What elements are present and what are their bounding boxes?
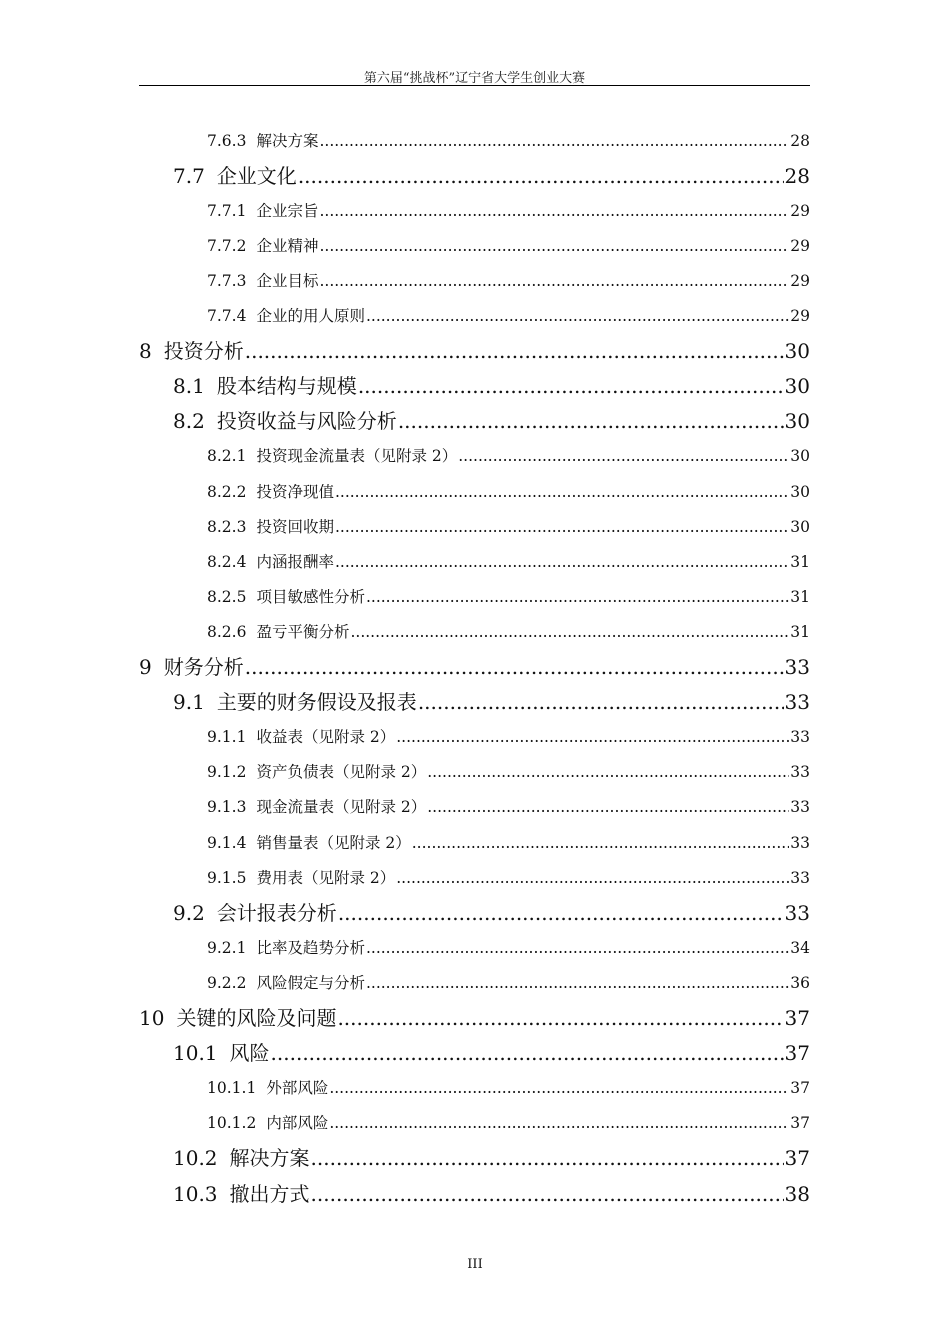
toc-entry-page: 33 (790, 728, 810, 747)
toc-entry[interactable] (207, 268, 810, 294)
toc-entry-title: 内涵报酬率 (256, 552, 334, 571)
toc-entry-title: 资产负债表（见附录 2） (256, 763, 427, 782)
toc-leader-dots (271, 1038, 784, 1068)
toc-entry-page: 33 (790, 833, 810, 852)
toc-leader-dots (366, 935, 789, 961)
toc-entry[interactable] (207, 303, 810, 329)
toc-entry[interactable] (207, 233, 810, 259)
toc-leader-dots (418, 687, 784, 717)
toc-entry-title: 收益表（见附录 2） (256, 728, 396, 747)
toc-entry-number: 10.2 (173, 1146, 218, 1171)
toc-entry[interactable] (207, 970, 810, 996)
toc-entry-page: 31 (790, 622, 810, 641)
toc-leader-dots (335, 479, 789, 505)
toc-entry-page: 33 (784, 900, 810, 925)
toc-entry-title: 企业的用人原则 (256, 307, 365, 325)
toc-entry-number: 7.7 (173, 163, 205, 188)
toc-entry[interactable] (207, 619, 810, 645)
toc-entry-page: 33 (784, 690, 810, 715)
toc-entry-title: 撤出方式 (229, 1181, 310, 1206)
toc-entry-page: 31 (790, 552, 810, 571)
toc-entry[interactable] (207, 514, 810, 540)
toc-entry-page: 30 (790, 447, 810, 466)
toc-entry[interactable] (207, 479, 810, 505)
toc-entry-title: 企业宗旨 (256, 201, 319, 220)
toc-entry[interactable] (173, 898, 810, 928)
toc-entry-title: 股本结构与规模 (216, 374, 357, 399)
toc-entry[interactable] (207, 549, 810, 575)
toc-entry-number: 8.2.2 (207, 482, 247, 501)
header-rule (139, 85, 810, 86)
page-header: 第六届“挑战杯”辽宁省大学生创业大赛 (363, 71, 586, 86)
toc-leader-dots (427, 794, 789, 820)
toc-entry-number: 7.7.2 (207, 236, 247, 255)
toc-entry-page: 29 (790, 236, 810, 255)
toc-entry-page: 30 (784, 339, 810, 364)
toc-entry[interactable] (139, 652, 810, 682)
toc-leader-dots (329, 1110, 789, 1136)
toc-entry-title: 投资回收期 (256, 517, 334, 536)
toc-entry-number: 10.1.2 (207, 1114, 257, 1133)
toc-entry[interactable] (173, 406, 810, 436)
toc-entry-number: 7.7.3 (207, 271, 247, 290)
toc-entry[interactable] (207, 830, 810, 856)
toc-leader-dots (366, 303, 789, 329)
toc-leader-dots (366, 970, 789, 996)
toc-leader-dots (298, 161, 784, 191)
toc-entry-page: 28 (784, 163, 810, 188)
toc-entry-title: 盈亏平衡分析 (256, 622, 350, 641)
toc-entry-number: 9.1 (173, 690, 205, 715)
toc-entry-title: 会计报表分析 (216, 900, 337, 925)
toc-leader-dots (319, 233, 789, 259)
toc-entry-number: 9.2 (173, 900, 205, 925)
toc-entry-page: 34 (790, 938, 810, 957)
toc-entry-number: 7.7.4 (207, 307, 247, 325)
toc-entry-number: 8.2.1 (207, 447, 247, 466)
toc-entry[interactable] (207, 1110, 810, 1136)
toc-entry[interactable] (207, 759, 810, 785)
toc-entry-page: 37 (784, 1146, 810, 1171)
toc-entry-number: 9.1.4 (207, 833, 247, 852)
toc-leader-dots (398, 406, 784, 436)
toc-entry[interactable] (207, 794, 810, 820)
toc-entry[interactable] (173, 1038, 810, 1068)
toc-entry-title: 销售量表（见附录 2） (256, 833, 411, 852)
toc-entry-page: 30 (790, 517, 810, 536)
toc-entry-number: 9.1.5 (207, 868, 247, 887)
toc-entry-number: 8.2 (173, 409, 205, 434)
toc-entry-number: 7.6.3 (207, 131, 247, 150)
toc-leader-dots (311, 1143, 784, 1173)
toc-entry-page: 29 (790, 201, 810, 220)
toc-leader-dots (319, 128, 789, 154)
toc-entry-page: 37 (784, 1006, 810, 1030)
toc-entry-title: 现金流量表（见附录 2） (256, 798, 427, 817)
toc-entry-page: 29 (790, 307, 810, 325)
toc-leader-dots (245, 652, 784, 682)
toc-entry-title: 费用表（见附录 2） (256, 868, 396, 887)
toc-entry-number: 8.1 (173, 374, 205, 399)
toc-leader-dots (366, 584, 789, 610)
toc-entry[interactable] (207, 1075, 810, 1101)
toc-entry[interactable] (207, 935, 810, 961)
toc-entry[interactable] (173, 1179, 810, 1209)
toc-leader-dots (319, 198, 789, 224)
toc-entry-number: 9.1.2 (207, 763, 247, 782)
toc-entry[interactable] (173, 161, 810, 191)
toc-entry-page: 30 (784, 374, 810, 399)
toc-entry-page: 37 (790, 1079, 810, 1098)
toc-entry-title: 内部风险 (266, 1114, 329, 1133)
toc-entry-number: 8.2.5 (207, 587, 247, 606)
toc-entry-title: 主要的财务假设及报表 (216, 690, 417, 715)
toc-entry-title: 比率及趋势分析 (256, 938, 365, 957)
toc-entry-title: 企业文化 (216, 163, 297, 188)
toc-entry-number: 9 (139, 655, 152, 679)
toc-entry-title: 风险假定与分析 (256, 973, 365, 992)
toc-leader-dots (396, 724, 789, 750)
toc-entry-page: 33 (790, 763, 810, 782)
toc-leader-dots (311, 1179, 784, 1209)
toc-entry-number: 8 (139, 339, 152, 364)
toc-entry-title: 投资收益与风险分析 (216, 409, 397, 434)
toc-entry-number: 10.1.1 (207, 1079, 257, 1098)
toc-entry-number: 9.2.2 (207, 973, 247, 992)
toc-leader-dots (338, 898, 784, 928)
toc-entry-title: 企业精神 (256, 236, 319, 255)
toc-entry-page: 36 (790, 973, 810, 992)
toc-leader-dots (396, 865, 789, 891)
toc-leader-dots (350, 619, 789, 645)
toc-entry-title: 外部风险 (266, 1079, 329, 1098)
toc-entry[interactable] (173, 687, 810, 717)
toc-entry[interactable] (139, 336, 810, 366)
toc-entry[interactable] (173, 371, 810, 401)
toc-leader-dots (358, 371, 784, 401)
toc-entry[interactable] (173, 1143, 810, 1173)
toc-leader-dots (427, 759, 789, 785)
toc-entry-number: 9.1.1 (207, 728, 247, 747)
toc-entry-page: 30 (790, 482, 810, 501)
toc-entry-title: 解决方案 (256, 131, 319, 150)
toc-entry-number: 8.2.3 (207, 517, 247, 536)
toc-entry-page: 37 (784, 1041, 810, 1066)
toc-entry-number: 8.2.6 (207, 622, 247, 641)
toc-leader-dots (458, 443, 789, 469)
toc-entry-number: 9.2.1 (207, 938, 247, 957)
toc-leader-dots (245, 336, 784, 366)
toc-entry-title: 投资分析 (163, 339, 244, 364)
toc-entry-number: 10.3 (173, 1181, 218, 1206)
toc-entry-number: 10 (139, 1006, 165, 1030)
toc-entry[interactable] (207, 865, 810, 891)
toc-entry-number: 10.1 (173, 1041, 218, 1066)
toc-entry-page: 33 (784, 655, 810, 679)
toc-leader-dots (337, 1003, 783, 1033)
toc-entry-title: 解决方案 (229, 1146, 310, 1171)
toc-leader-dots (335, 514, 789, 540)
toc-entry-number: 9.1.3 (207, 798, 247, 817)
toc-entry-page: 30 (784, 409, 810, 434)
toc-entry-title: 关键的风险及问题 (176, 1006, 337, 1030)
toc-entry-page: 38 (784, 1181, 810, 1206)
toc-entry-page: 29 (790, 271, 810, 290)
toc-entry-page: 37 (790, 1114, 810, 1133)
toc-entry-title: 投资净现值 (256, 482, 334, 501)
toc-entry[interactable] (207, 724, 810, 750)
toc-entry-title: 项目敏感性分析 (256, 587, 365, 606)
toc-leader-dots (329, 1075, 789, 1101)
toc-entry[interactable] (207, 443, 810, 469)
toc-entry-page: 33 (790, 868, 810, 887)
toc-entry-title: 风险 (229, 1041, 270, 1066)
toc-entry[interactable] (207, 128, 810, 154)
toc-entry[interactable] (207, 198, 810, 224)
toc-entry-page: 33 (790, 798, 810, 817)
toc-entry-title: 财务分析 (163, 655, 244, 679)
toc-entry-number: 7.7.1 (207, 201, 247, 220)
toc-entry-title: 投资现金流量表（见附录 2） (256, 447, 458, 466)
toc-entry[interactable] (139, 1003, 810, 1033)
toc-leader-dots (319, 268, 789, 294)
toc-leader-dots (412, 830, 790, 856)
toc-entry-number: 8.2.4 (207, 552, 247, 571)
page-number: III (467, 1257, 483, 1272)
toc-leader-dots (335, 549, 789, 575)
toc-entry-page: 31 (790, 587, 810, 606)
toc-entry-page: 28 (790, 131, 810, 150)
toc-entry-title: 企业目标 (256, 271, 319, 290)
toc-entry[interactable] (207, 584, 810, 610)
